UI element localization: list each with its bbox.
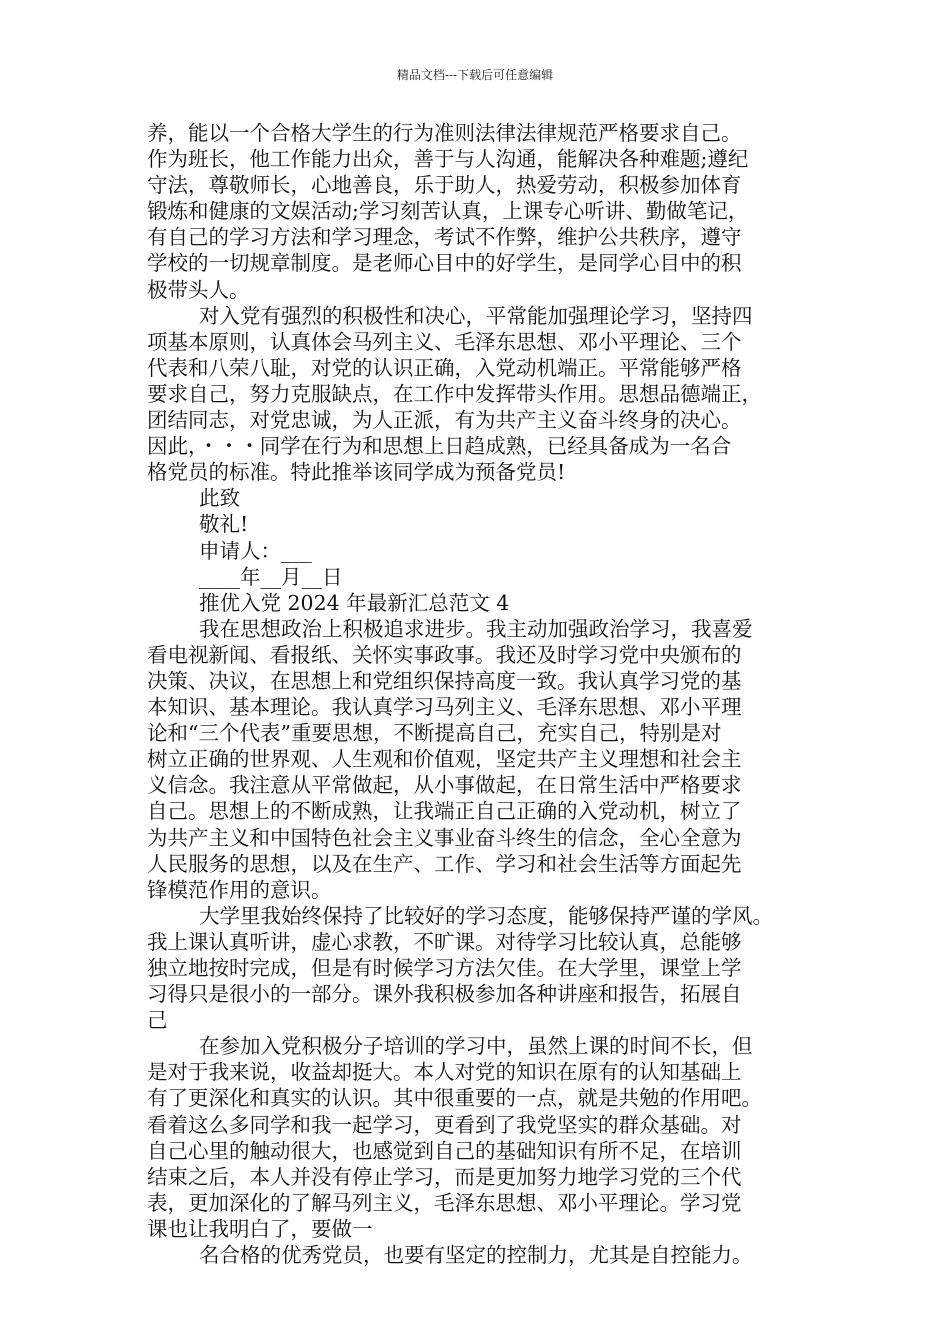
text-line: 推优入党 2024 年最新汇总范文 4: [199, 590, 510, 615]
text-line: 表，更加深化的了解马列主义，毛泽东思想、邓小平理论。学习党: [147, 1190, 742, 1215]
text-line: 极带头人。: [147, 277, 250, 302]
text-line: 要求自己，努力克服缺点，在工作中发挥带头作用。思想品德端正，: [147, 381, 762, 406]
text-line: 我上课认真听讲，虚心求教，不旷课。对待学习比较认真，总能够: [147, 929, 742, 954]
text-line: ____年__月__日: [199, 564, 343, 589]
text-line: 团结同志，对党忠诚，为人正派，有为共产主义奋斗终身的决心。: [147, 408, 742, 433]
text-line: 名合格的优秀党员，也要有坚定的控制力，尤其是自控能力。: [199, 1243, 753, 1268]
text-line: 守法，尊敬师长，心地善良，乐于助人，热爱劳动，积极参加体育: [147, 173, 742, 198]
text-line: 学校的一切规章制度。是老师心目中的好学生，是同学心目中的积: [147, 251, 742, 276]
text-line: 代表和八荣八耻，对党的认识正确，入党动机端正。平常能够严格: [147, 355, 742, 380]
text-line: 人民服务的思想，以及在生产、工作、学习和社会生活等方面起先: [147, 851, 742, 876]
text-line: 自己。思想上的不断成熟，让我端正自己正确的入党动机，树立了: [147, 799, 742, 824]
text-line: 树立正确的世界观、人生观和价值观，坚定共产主义理想和社会主: [147, 747, 742, 772]
text-line: 自己心里的触动很大，也感觉到自己的基础知识有所不足，在培训: [147, 1138, 742, 1163]
text-line: 是对于我来说，收益却挺大。本人对党的知识在原有的认知基础上: [147, 1060, 742, 1085]
text-line: 此致: [199, 486, 240, 511]
document-body: [147, 120, 837, 1268]
text-line: 我在思想政治上积极追求进步。我主动加强政治学习，我喜爱: [199, 616, 753, 641]
text-line: 习得只是很小的一部分。课外我积极参加各种讲座和报告，拓展自: [147, 982, 742, 1007]
text-line: 有了更深化和真实的认识。其中很重要的一点，就是共勉的作用吧。: [147, 1086, 762, 1111]
text-line: 有自己的学习方法和学习理念，考试不作弊，维护公共秩序，遵守: [147, 225, 742, 250]
text-line: 格党员的标准。特此推举该同学成为预备党员!: [147, 460, 566, 485]
text-line: 结束之后，本人并没有停止学习，而是更加努力地学习党的三个代: [147, 1164, 742, 1189]
text-line: 作为班长，他工作能力出众，善于与人沟通，能解决各种难题;遵纪: [147, 147, 749, 172]
text-line: 项基本原则，认真体会马列主义、毛泽东思想、邓小平理论、三个: [147, 329, 742, 354]
text-line: 论和“三个代表”重要思想，不断提高自己，充实自己，特别是对: [147, 721, 722, 746]
page-header: 精品文档---下载后可任意编辑: [396, 68, 554, 82]
text-line: 大学里我始终保持了比较好的学习态度，能够保持严谨的学风。: [199, 903, 773, 928]
text-line: 看电视新闻、看报纸、关怀实事政事。我还及时学习党中央颁布的: [147, 642, 742, 667]
text-line: 锻炼和健康的文娱活动;学习刻苦认真，上课专心听讲、勤做笔记，: [147, 199, 749, 224]
text-line: 对入党有强烈的积极性和决心，平常能加强理论学习，坚持四: [199, 303, 753, 328]
text-line: 因此，・・・同学在行为和思想上日趋成熟，已经具备成为一名合: [147, 434, 732, 459]
text-line: 敬礼!: [199, 512, 249, 537]
text-line: 为共产主义和中国特色社会主义事业奋斗终生的信念，全心全意为: [147, 825, 742, 850]
text-line: 本知识、基本理论。我认真学习马列主义、毛泽东思想、邓小平理: [147, 695, 742, 720]
text-line: 义信念。我注意从平常做起，从小事做起，在日常生活中严格要求: [147, 773, 742, 798]
text-line: 在参加入党积极分子培训的学习中，虽然上课的时间不长，但: [199, 1034, 753, 1059]
text-line: 决策、决议，在思想上和党组织保持高度一致。我认真学习党的基: [147, 668, 742, 693]
text-line: 课也让我明白了，要做一: [147, 1216, 373, 1241]
text-line: 养，能以一个合格大学生的行为准则法律法律规范严格要求自己。: [147, 121, 742, 145]
text-line: 独立地按时完成，但是有时候学习方法欠佳。在大学里，课堂上学: [147, 956, 742, 980]
text-line: 锋模范作用的意识。: [147, 877, 332, 902]
text-line: 看着这么多同学和我一起学习，更看到了我党坚实的群众基础。对: [147, 1112, 742, 1137]
text-line: 申请人：___: [199, 538, 312, 563]
text-line: 己: [147, 1008, 168, 1033]
